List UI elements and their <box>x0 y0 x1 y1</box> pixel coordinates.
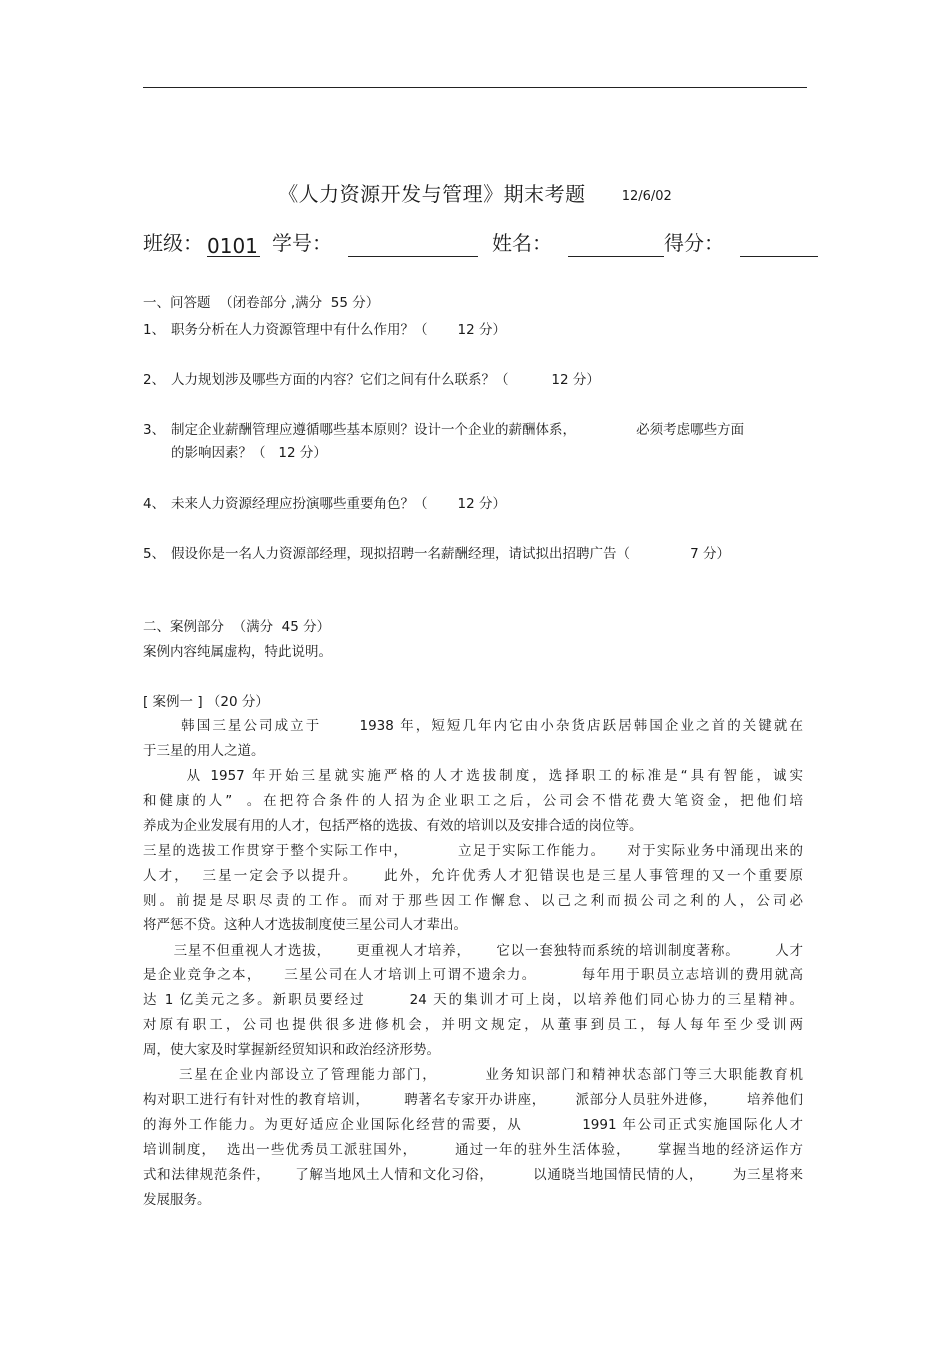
case-text-line: 式和法律规范条件， 了解当地风土人情和文化习俗， 以通晓当地国情民情的人， 为三星将来 <box>143 1167 803 1183</box>
name-field[interactable] <box>568 232 664 257</box>
case-text-line: 三星在企业内部设立了管理能力部门， 业务知识部门和精神状态部门等三大职能教育机 <box>143 1067 803 1083</box>
score-field[interactable] <box>740 232 818 257</box>
case-text-line: 构对职工进行有针对性的教育培训， 聘著名专家开办讲座， 派部分人员驻外进修， 培养他们 <box>143 1092 803 1108</box>
case-text-line: 达 1 亿美元之多。新职员要经过 24 天的集训才可上岗，以培养他们同心协力的三星精神。 <box>143 992 803 1008</box>
class-field[interactable]: 0101 <box>207 232 260 257</box>
student-id-field[interactable] <box>348 232 478 257</box>
question-text: 未来人力资源经理应扮演哪些重要角色？（ 12 分） <box>171 496 507 512</box>
case-text-line: 三星不但重视人才选拔， 更重视人才培养， 它以一套独特而系统的培训制度著称。 人才 <box>143 943 803 959</box>
question-number: 2、 <box>143 372 166 388</box>
case-text-line: 是企业竞争之本， 三星公司在人才培训上可谓不遗余力。 每年用于职员立志培训的费用就高 <box>143 967 803 983</box>
question-text: 制定企业薪酬管理应遵循哪些基本原则？设计一个企业的薪酬体系， 必须考虑哪些方面 <box>171 422 745 438</box>
student-info-row <box>143 229 818 257</box>
case-text-line: 将严惩不贷。这种人才选拔制度使三星公司人才辈出。 <box>143 917 467 933</box>
case-text-line: 和健康的人” 。在把符合条件的人招为企业职工之后，公司会不惜花费大笔资金，把他们培 <box>143 793 803 809</box>
title-row <box>0 178 950 207</box>
header-rule <box>143 87 807 88</box>
student-id-label: 学号： <box>272 231 332 255</box>
class-label: 班级： <box>143 231 203 255</box>
question-text: 人力规划涉及哪些方面的内容？它们之间有什么联系？（ 12 分） <box>171 372 600 388</box>
question-number: 1、 <box>143 322 166 338</box>
case-text-line: 周，使大家及时掌握新经贸知识和政治经济形势。 <box>143 1042 440 1058</box>
case-text-line: 人才， 三星一定会予以提升。 此外，允许优秀人才犯错误也是三星人事管理的又一个重要原 <box>143 868 803 884</box>
case-text-line: 韩国三星公司成立于 1938 年，短短几年内它由小杂货店跃居韩国企业之首的关键就在 <box>143 718 803 734</box>
case-text-line: 对原有职工，公司也提供很多进修机会，并明文规定，从董事到员工，每人每年至少受训两 <box>143 1017 803 1033</box>
exam-date: 12/6/02 <box>621 189 672 204</box>
question-number: 5、 <box>143 546 166 562</box>
case-text-line: 从 1957 年开始三星就实施严格的人才选拔制度，选择职工的标准是“具有智能，诚实 <box>143 768 803 784</box>
case-text-line: 三星的选拔工作贯穿于整个实际工作中， 立足于实际工作能力。 对于实际业务中涌现出来的 <box>143 843 803 859</box>
question-text: 职务分析在人力资源管理中有什么作用？（ 12 分） <box>171 322 507 338</box>
case-text-line: 养成为企业发展有用的人才，包括严格的选拔、有效的培训以及安排合适的岗位等。 <box>143 818 643 834</box>
exam-title: 《人力资源开发与管理》期末考题 <box>278 182 586 206</box>
case-text-line: 则。前提是尽职尽责的工作。而对于那些因工作懈怠、以己之利而损公司之利的人，公司必 <box>143 893 803 909</box>
question-number: 4、 <box>143 496 166 512</box>
question-text-continued: 的影响因素？（ 12 分） <box>171 445 327 461</box>
case1-heading: [ 案例一 ] （20 分） <box>143 694 269 710</box>
case-text-line: 于三星的用人之道。 <box>143 743 265 759</box>
question-text: 假设你是一名人力资源部经理，现拟招聘一名薪酬经理，请试拟出招聘广告（ 7 分） <box>171 546 730 562</box>
section2-heading: 二、案例部分 （满分 45 分） <box>143 619 331 635</box>
case-disclaimer: 案例内容纯属虚构，特此说明。 <box>143 644 332 660</box>
name-label: 姓名： <box>492 231 552 255</box>
case-text-line: 的海外工作能力。为更好适应企业国际化经营的需要，从 1991 年公司正式实施国际化人才 <box>143 1117 803 1133</box>
section1-heading: 一、问答题 （闭卷部分 ,满分 55 分） <box>143 295 380 311</box>
case-text-line: 发展服务。 <box>143 1192 211 1208</box>
question-number: 3、 <box>143 422 166 438</box>
case-text-line: 培训制度， 选出一些优秀员工派驻国外， 通过一年的驻外生活体验， 掌握当地的经济运作方 <box>143 1142 803 1158</box>
score-label: 得分： <box>664 231 724 255</box>
